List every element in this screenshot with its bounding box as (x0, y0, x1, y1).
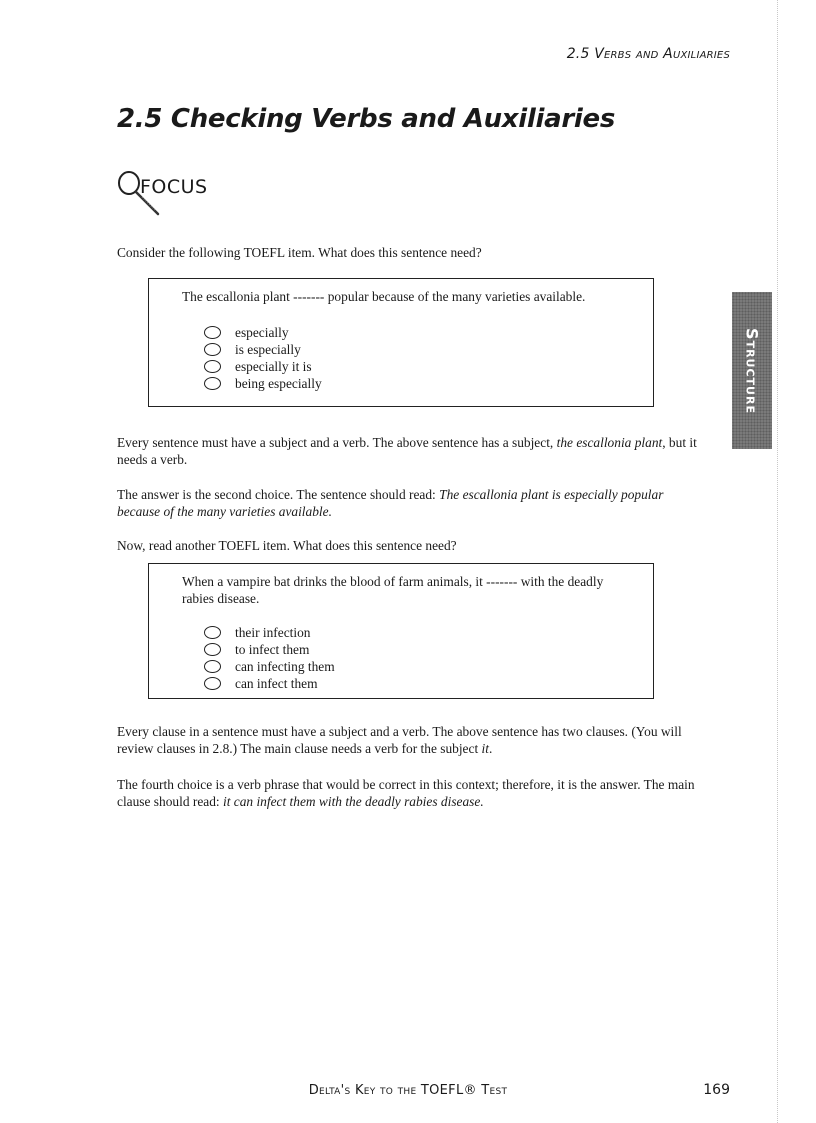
answer-bubble-icon[interactable] (204, 343, 221, 356)
option-item[interactable] (204, 341, 322, 358)
option-label: especially it is (235, 358, 312, 374)
option-label: especially (235, 324, 289, 340)
question-box-1 (148, 278, 654, 407)
answer-2-text: The fourth choice is a verb phrase that would be correct in this context; therefore, it is the answer. The main clause should read: (117, 777, 695, 809)
explanation-2-emphasis: it (481, 741, 489, 756)
question-box-2 (148, 563, 654, 699)
page-number: 169 (703, 1082, 730, 1098)
answer-1-emphasis: The escallonia plant is especially popular because of the many varieties available. (117, 487, 664, 519)
section-title: 2.5 Checking Verbs and Auxiliaries (117, 104, 615, 134)
focus-label: FOCUS (140, 176, 208, 198)
answer-bubble-icon[interactable] (204, 326, 221, 339)
explanation-1-text: Every sentence must have a subject and a verb. The above sentence has a subject, (117, 435, 557, 450)
question-1-options (204, 324, 322, 392)
option-item[interactable] (204, 675, 335, 692)
answer-1-text: The answer is the second choice. The sentence should read: (117, 487, 440, 502)
option-label: can infect them (235, 675, 318, 691)
question-2-options (204, 624, 335, 692)
option-item[interactable] (204, 641, 335, 658)
explanation-paragraph-2 (117, 723, 697, 757)
running-head: 2.5 Verbs and Auxiliaries (566, 46, 730, 62)
question-1-stem: The escallonia plant ------- popular because of the many varieties available. (182, 289, 586, 304)
side-tab-structure (732, 292, 772, 449)
option-label: is especially (235, 341, 301, 357)
intro-paragraph-2: Now, read another TOEFL item. What does this sentence need? (117, 538, 457, 553)
answer-bubble-icon[interactable] (204, 377, 221, 390)
option-item[interactable] (204, 375, 322, 392)
option-item[interactable] (204, 658, 335, 675)
option-label: being especially (235, 375, 322, 391)
page-footer: Delta's Key to the TOEFL® Test (308, 1083, 508, 1098)
answer-bubble-icon[interactable] (204, 360, 221, 373)
explanation-2-text: Every clause in a sentence must have a subject and a verb. The above sentence has two clauses. (You will review clauses in 2.8.) The main clause needs a verb for the subject (117, 724, 682, 756)
answer-bubble-icon[interactable] (204, 643, 221, 656)
option-label: can infecting them (235, 658, 335, 674)
option-item[interactable] (204, 624, 335, 641)
option-item[interactable] (204, 358, 322, 375)
intro-paragraph-1: Consider the following TOEFL item. What does this sentence need? (117, 245, 482, 260)
answer-2-emphasis: it can infect them with the deadly rabies disease. (222, 794, 484, 809)
answer-bubble-icon[interactable] (204, 677, 221, 690)
explanation-2-end: . (488, 741, 493, 756)
explanation-1-end: , but it needs a verb. (117, 435, 697, 467)
side-tab-label: Structure (742, 327, 762, 414)
option-label: to infect them (235, 641, 310, 657)
answer-paragraph-2 (117, 776, 697, 810)
option-label: their infection (235, 624, 311, 640)
answer-bubble-icon[interactable] (204, 660, 221, 673)
explanation-1-emphasis: the escallonia plant (556, 435, 663, 450)
page-edge-line (777, 0, 778, 1123)
answer-bubble-icon[interactable] (204, 626, 221, 639)
option-item[interactable] (204, 324, 322, 341)
explanation-paragraph-1 (117, 434, 697, 468)
answer-paragraph-1 (117, 486, 697, 520)
question-2-stem: When a vampire bat drinks the blood of farm animals, it ------- with the deadly rabies disease. (182, 574, 604, 606)
